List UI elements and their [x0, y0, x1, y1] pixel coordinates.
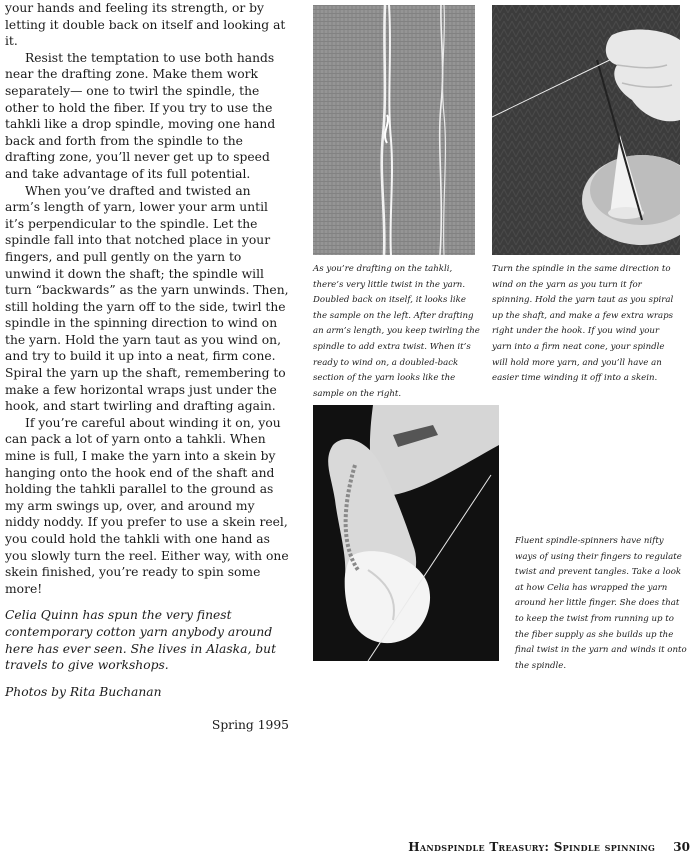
caption-winding-on: Turn the spindle in the same direction to wind on the yarn as you turn it for spinning. Hold the yarn taut as you spiral up the shaft, and make a few extra wraps right under the hook. If you wind your yarn into a firm neat cone, your spindle will hold more yarn, and you’ll have an easier time winding it off into a skein.	[492, 264, 674, 384]
page-footer	[408, 840, 690, 854]
paragraph-1: your hands and feeling its strength, or by letting it double back on itself and looking at it.	[5, 1, 286, 49]
issue-dateline: Spring 1995	[211, 718, 289, 733]
paragraph-4: If you’re careful about winding it on, you can pack a lot of yarn onto a tahkli. When mine is full, I make the yarn into a skein by hanging onto the hook end of the shaft and holding the tahkli parallel to the ground as my arm swings up, over, and around my niddy noddy. If you prefer to use a skein reel, you could hold the tahkli with one hand as you slowly turn the reel. Either way, with one skein finished, you’re ready to spin some more!	[5, 415, 289, 596]
photo-credit: Photos by Rita Buchanan	[5, 684, 162, 699]
winding-on-photo	[492, 5, 680, 255]
paragraph-2: Resist the temptation to use both hands near the drafting zone. Make them work separately— one to twirl the spindle, the other to hold the fiber. If you try to use the tahkli like a drop spindle, moving one hand back and forth from the spindle to the drafting zone, you’ll never get up to speed and take advantage of its full potential.	[5, 50, 276, 181]
body-text-column	[5, 0, 289, 734]
paragraph-3: When you’ve drafted and twisted an arm’s length of yarn, lower your arm until it’s perpendicular to the spindle. Let the spindle fall into that notched place in your fingers, and pull gently on the yarn to unwind it down the shaft; the spindle will turn “backwards” as the yarn unwinds. Then, still holding the yarn off to the side, twirl the spindle in the spinning direction to wind on the yarn. Hold the yarn taut as you wind on, and try to build it up into a neat, firm cone. Spiral the yarn up the shaft, remembering to make a few horizontal wraps just under the hook, and start twirling and drafting again.	[5, 183, 289, 414]
page-number: 30	[673, 840, 690, 854]
finger-wrap-photo	[313, 405, 499, 661]
caption-fingers: Fluent spindle-spinners have nifty ways of using their fingers to regulate twist and prevent tangles. Take a look at how Celia has wrapped the yarn around her little finger. She does that to keep the twist from running up to the fiber supply as she builds up the final twist in the yarn and winds it onto the spindle.	[515, 536, 687, 671]
caption-yarn-samples: As you’re drafting on the tahkli, there’s very little twist in the yarn. Doubled back on itself, it looks like the sample on the left. After drafting an arm’s length, you keep twirling the spindle to add extra twist. When it’s ready to wind on, a doubled-back section of the yarn looks like the sample on the right.	[313, 264, 480, 399]
running-title: Handspindle Treasury: Spindle spinning	[408, 840, 656, 854]
yarn-samples-photo	[313, 5, 475, 255]
author-bio: Celia Quinn has spun the very finest contemporary cotton yarn anybody around here has ever seen. She lives in Alaska, but travels to give workshops.	[5, 608, 277, 673]
